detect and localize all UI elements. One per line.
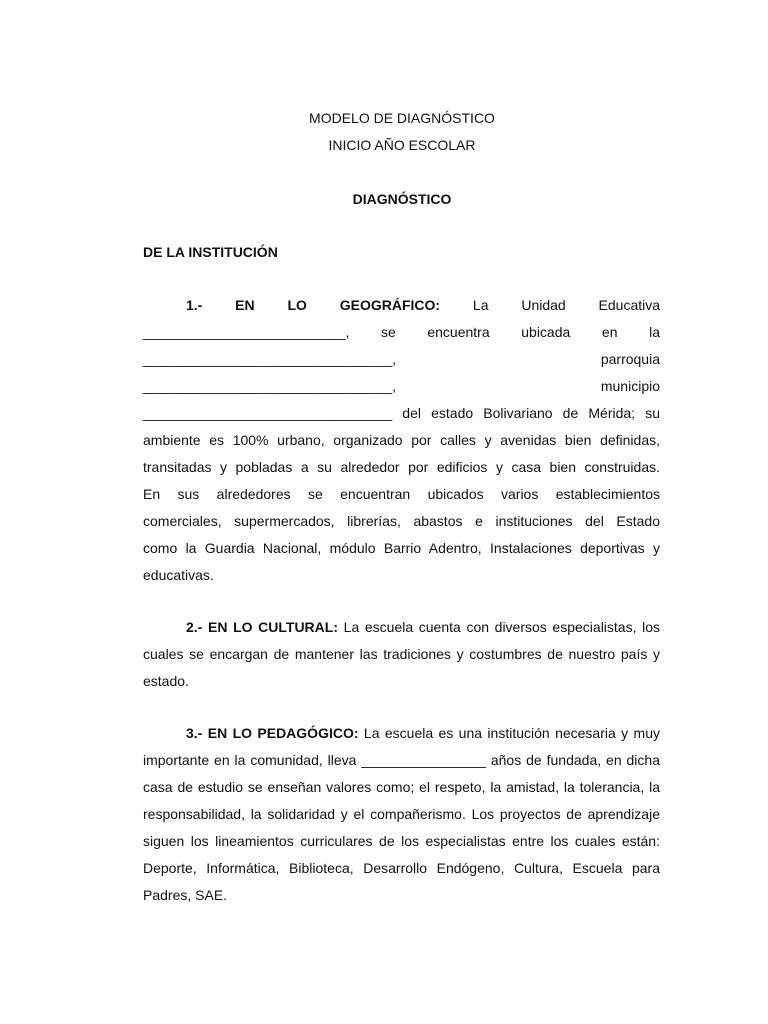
section-cultural-text: La escuela cuenta con diversos especialistas, los cuales se encargan de mantener las tradiciones y costumbres de nuestro país y estado. bbox=[143, 619, 661, 689]
section-geografico bbox=[143, 292, 660, 589]
section-heading-institution: DE LA INSTITUCIÓN bbox=[143, 244, 278, 260]
document-heading-line2: INICIO AÑO ESCOLAR bbox=[328, 137, 476, 153]
section-geografico-line: comerciales, supermercados, librerías, abastos e instituciones del Estado bbox=[143, 513, 660, 529]
section-cultural-label: 2.- EN LO CULTURAL: bbox=[186, 619, 338, 635]
section-geografico-line: ambiente es 100% urbano, organizado por calles y avenidas bien definidas, bbox=[143, 432, 660, 448]
section-geografico-line: ________________________________, municipio bbox=[143, 378, 660, 394]
section-pedagogico-label: 3.- EN LO PEDAGÓGICO: bbox=[186, 725, 359, 741]
section-geografico-line: educativas. bbox=[143, 567, 214, 583]
section-pedagogico bbox=[143, 720, 660, 909]
section-pedagogico-text: La escuela es una institución necesaria y muy importante en la comunidad, lleva ________________ años de fundada, en dicha casa de estudio se enseñan valores como; el respeto, la amistad, la tolerancia, la responsabilidad, la solidaridad y el compañerismo. Los proyectos de aprendizaje siguen los lineamientos curriculares de los especialistas entre los cuales están: Deporte, Informática, Biblioteca, Desarrollo Endógeno, Cultura, Escuela para Padres, SAE. bbox=[143, 725, 661, 903]
section-geografico-line: ________________________________, parroquia bbox=[143, 351, 660, 367]
document-title: DIAGNÓSTICO bbox=[352, 191, 452, 207]
section-cultural bbox=[143, 614, 660, 695]
section-geografico-line: ________________________________ del estado Bolivariano de Mérida; su bbox=[143, 405, 660, 421]
section-geografico-line: 1.- EN LO GEOGRÁFICO: La Unidad Educativa bbox=[186, 297, 661, 313]
section-geografico-line: __________________________, se encuentra ubicada en la bbox=[143, 324, 660, 340]
document-heading-line1: MODELO DE DIAGNÓSTICO bbox=[309, 110, 495, 126]
section-geografico-line: transitadas y pobladas a su alrededor por edificios y casa bien construidas. bbox=[143, 459, 660, 475]
section-geografico-label: 1.- EN LO GEOGRÁFICO: bbox=[186, 297, 441, 313]
section-geografico-line: como la Guardia Nacional, módulo Barrio Adentro, Instalaciones deportivas y bbox=[143, 540, 660, 556]
section-geografico-line: En sus alrededores se encuentran ubicados varios establecimientos bbox=[143, 486, 660, 502]
